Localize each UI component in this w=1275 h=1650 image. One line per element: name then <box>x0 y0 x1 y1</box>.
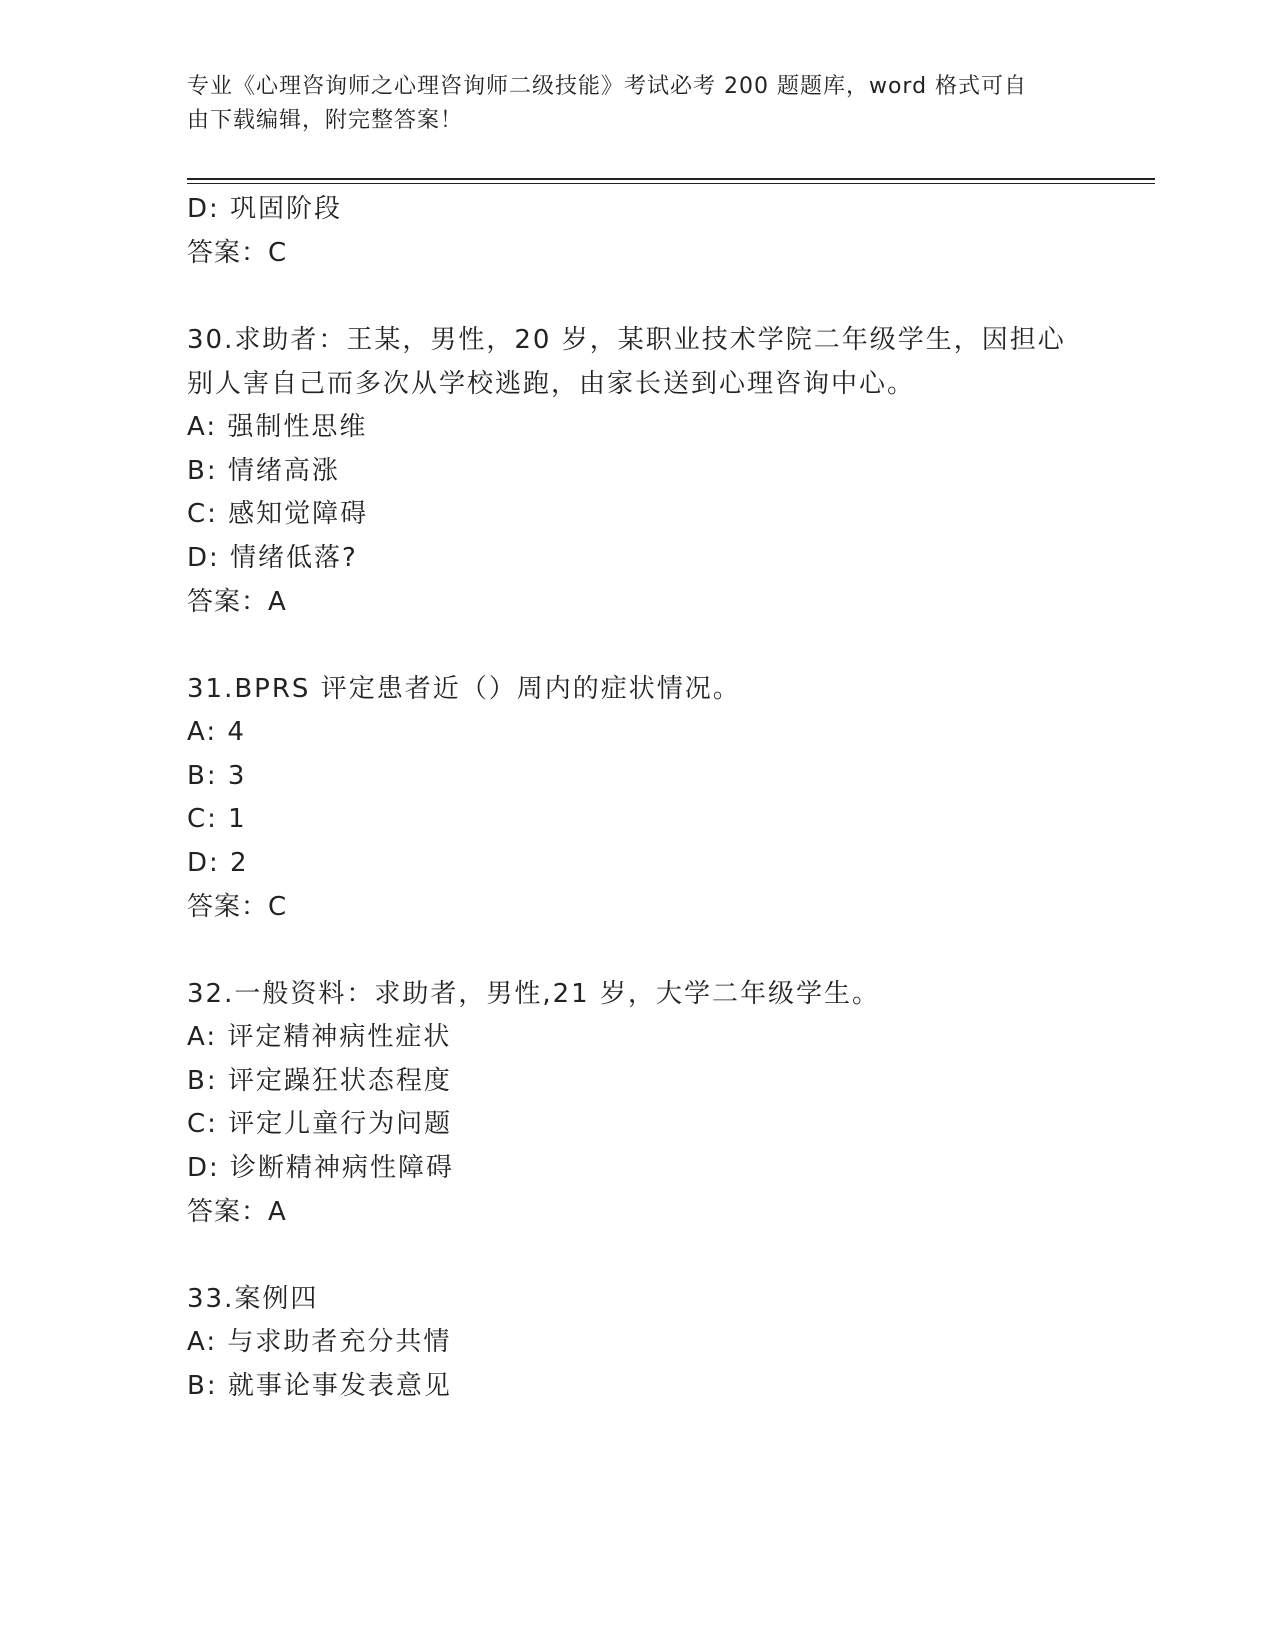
q30-option-b: B: 情绪高涨 <box>187 456 340 486</box>
q31-answer: 答案：C <box>187 892 288 922</box>
q29-answer: 答案：C <box>187 238 288 268</box>
q32-answer: 答案：A <box>187 1197 287 1227</box>
q31-stem: 31.BPRS 评定患者近（）周内的症状情况。 <box>187 674 741 704</box>
q30-stem-line-1: 30.求助者：王某，男性，20 岁，某职业技术学院二年级学生，因担心 <box>187 325 1066 355</box>
q30-stem-line-2: 别人害自己而多次从学校逃跑，由家长送到心理咨询中心。 <box>187 369 916 399</box>
q33-option-a: A: 与求助者充分共情 <box>187 1327 452 1357</box>
q30-answer: 答案：A <box>187 587 287 617</box>
header-rule-thin <box>187 183 1155 184</box>
q31-option-a: A: 4 <box>187 717 246 747</box>
q30-option-c: C: 感知觉障碍 <box>187 499 369 529</box>
page-header <box>187 70 1087 138</box>
q33-stem: 33.案例四 <box>187 1284 319 1314</box>
q33-option-b: B: 就事论事发表意见 <box>187 1371 452 1401</box>
q32-option-b: B: 评定躁狂状态程度 <box>187 1066 452 1096</box>
q29-option-d: D: 巩固阶段 <box>187 194 343 224</box>
header-line-1: 专业《心理咨询师之心理咨询师二级技能》考试必考 200 题题库，word 格式可自 <box>187 74 1028 99</box>
q32-option-a: A: 评定精神病性症状 <box>187 1022 452 1052</box>
header-line-2: 由下载编辑，附完整答案！ <box>187 108 464 133</box>
q32-stem: 32.一般资料：求助者，男性,21 岁，大学二年级学生。 <box>187 979 880 1009</box>
q32-option-d: D: 诊断精神病性障碍 <box>187 1153 455 1183</box>
q31-option-c: C: 1 <box>187 804 247 834</box>
q30-option-d: D: 情绪低落? <box>187 543 358 573</box>
q31-option-d: D: 2 <box>187 848 249 878</box>
q32-option-c: C: 评定儿童行为问题 <box>187 1109 453 1139</box>
q30-option-a: A: 强制性思维 <box>187 412 368 442</box>
header-rule-thick <box>187 178 1155 180</box>
q31-option-b: B: 3 <box>187 761 247 791</box>
